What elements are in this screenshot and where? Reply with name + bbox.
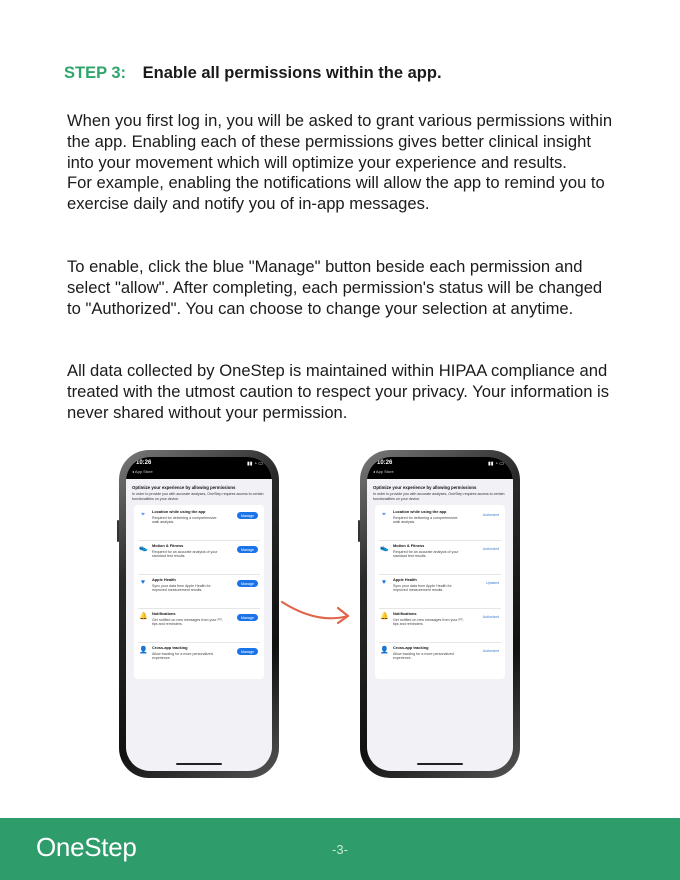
phone-screen-after (367, 457, 513, 771)
manage-button[interactable]: Manage (237, 614, 258, 621)
status-time: 10:26 (377, 460, 393, 466)
status-time: 10:26 (136, 460, 152, 466)
permission-name: Motion & Fitness (152, 543, 184, 549)
heart-icon: ♥ (140, 579, 146, 587)
permission-list (375, 505, 505, 679)
footer-bar (0, 818, 680, 880)
bell-icon: 🔔 (380, 613, 389, 621)
permission-name: Location while using the app (393, 509, 447, 515)
permission-description: Get notified on new messages from your PT, tips and reminders. (393, 617, 464, 627)
permission-list (134, 505, 264, 679)
permission-name: Apple Health (393, 577, 417, 583)
status-bar (367, 457, 513, 479)
walking-shoe-icon: 👟 (139, 545, 148, 553)
step-title: Enable all permissions within the app. (142, 64, 442, 82)
location-icon: ⌖ (382, 511, 386, 519)
page-number: -3- (332, 842, 348, 857)
permission-name: Motion & Fitness (393, 543, 425, 549)
permission-row (379, 575, 501, 609)
phone-before (119, 450, 279, 778)
permission-row (138, 541, 260, 575)
user-icon: 👤 (380, 647, 389, 655)
home-indicator (417, 763, 463, 765)
instructions-paragraph: To enable, click the blue "Manage" button beside each permission and select "allow". After completing, each permission's status will be changed to "Authorized". You can choose to change your selection at anytime. (67, 257, 603, 318)
phone-notch (170, 457, 228, 469)
permission-status: Authorized (482, 615, 499, 620)
back-to-app-store-link[interactable]: ◂ App Store (132, 469, 153, 474)
heart-icon: ♥ (381, 579, 387, 587)
permission-row (379, 609, 501, 643)
bell-icon: 🔔 (139, 613, 148, 621)
permission-name: Apple Health (152, 577, 176, 583)
permission-row (379, 507, 501, 541)
permission-name: Notifications (152, 611, 176, 617)
signal-battery-icon: ▮▮ ◔ ▭ (487, 461, 504, 467)
permission-status: Authorized (482, 513, 499, 518)
manage-button[interactable]: Manage (237, 512, 258, 519)
manage-button[interactable]: Manage (237, 580, 258, 587)
permission-row (138, 643, 260, 677)
manage-button[interactable]: Manage (237, 546, 258, 553)
intro-paragraph: When you first log in, you will be asked to grant various permissions within the app. Enabling each of these permissions gives better clinical insight into your movement which will optimize your experience and results. For example, enabling the notifications will allow the app to remind you to exercise daily and notify you of in-app messages. (67, 111, 613, 214)
permission-description: Allow tracking for a more personalized experience. (152, 651, 213, 661)
permission-description: Required for delivering a comprehensive walk analysis. (152, 515, 217, 525)
permission-row (379, 541, 501, 575)
step-heading (64, 64, 442, 83)
permission-row (379, 643, 501, 677)
permission-name: Cross-app tracking (152, 645, 188, 651)
signal-battery-icon: ▮▮ ◔ ▭ (246, 461, 263, 467)
permission-name: Location while using the app (152, 509, 206, 515)
walking-shoe-icon: 👟 (380, 545, 389, 553)
permission-description: Sync your data from Apple Health for improved measurement results. (393, 583, 452, 593)
status-bar (126, 457, 272, 479)
brand-logo: OneStep (36, 832, 137, 862)
screen-intro: In order to provide you with accurate analyses, OneStep requires access to certain functionalities on your device. (132, 492, 264, 501)
permission-row (138, 575, 260, 609)
permission-status: Authorized (482, 547, 499, 552)
screen-title: Optimize your experience by allowing permissions (132, 485, 236, 490)
permission-description: Allow tracking for a more personalized experience. (393, 651, 454, 661)
location-icon: ⌖ (141, 511, 145, 519)
permission-row (138, 507, 260, 541)
permission-name: Cross-app tracking (393, 645, 429, 651)
phone-after (360, 450, 520, 778)
permission-row (138, 609, 260, 643)
permission-description: Sync your data from Apple Health for improved measurement results. (152, 583, 211, 593)
arrow-icon (278, 592, 354, 632)
step-label: STEP 3: (64, 64, 127, 82)
permission-description: Get notified on new messages from your PT, tips and reminders. (152, 617, 223, 627)
permission-description: Required for delivering a comprehensive walk analysis. (393, 515, 458, 525)
user-icon: 👤 (139, 647, 148, 655)
screen-title: Optimize your experience by allowing permissions (373, 485, 477, 490)
screen-intro: In order to provide you with accurate analyses, OneStep requires access to certain functionalities on your device. (373, 492, 505, 501)
back-to-app-store-link[interactable]: ◂ App Store (373, 469, 394, 474)
permission-description: Required for an accurate analysis of your standard test results. (393, 549, 459, 559)
privacy-paragraph: All data collected by OneStep is maintained within HIPAA compliance and treated with the utmost caution to respect your privacy. Your information is never shared without your permission. (67, 361, 610, 422)
manage-button[interactable]: Manage (237, 648, 258, 655)
phone-screen-before (126, 457, 272, 771)
permission-description: Required for an accurate analysis of your standard test results. (152, 549, 218, 559)
home-indicator (176, 763, 222, 765)
permission-status: Updated (486, 581, 499, 586)
phone-notch (411, 457, 469, 469)
permission-name: Notifications (393, 611, 417, 617)
permission-status: Authorized (482, 649, 499, 654)
